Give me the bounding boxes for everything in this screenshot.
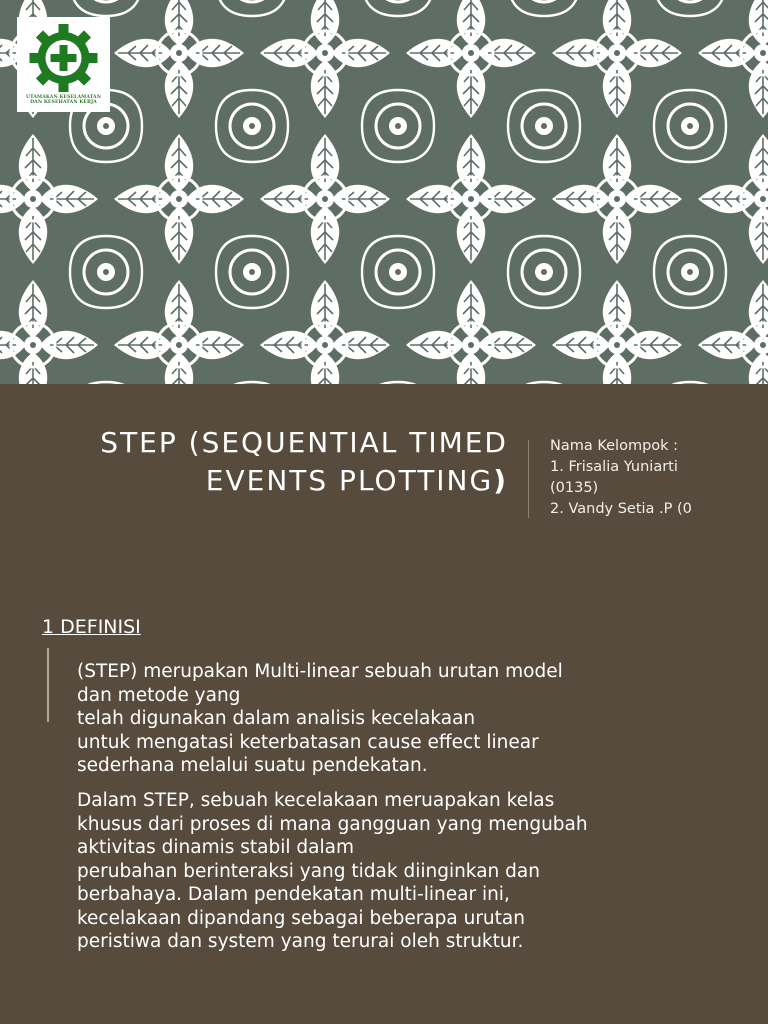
member-line-2: (0135) [550,480,599,496]
definition-paragraph-1 [77,660,717,778]
batik-pattern-graphic [0,0,768,384]
title-line2-paren: ) [493,464,508,497]
paragraph-line: telah digunakan dalam analisis kecelakaan [77,708,476,729]
paragraph-line: berbahaya. Dalam pendekatan multi-linear ini, [77,884,510,905]
k3-gear-cross-icon [27,22,100,94]
group-members [550,436,760,520]
member-line-1: 1. Frisalia Yuniarti [550,459,678,475]
paragraph-line: untuk mengatasi keterbatasan cause effect linear [77,731,539,753]
k3-logo [17,17,110,112]
paragraph-line: dan metode yang [77,684,241,706]
logo-caption-line1: UTAMAKAN KESELAMATAN [26,95,101,100]
title-line2-text: EVENTS PLOTTING [205,464,494,497]
members-heading: Nama Kelompok : [550,438,679,454]
paragraph-line: aktivitas dinamis stabil dalam [77,837,354,858]
paragraph-line: khusus dari proses di mana gangguan yang mengubah [77,813,588,835]
paragraph-line: kecelakaan dipandang sebagai beberapa urutan [77,907,525,929]
paragraph-line: sederhana melalui suatu pendekatan. [77,755,428,776]
logo-caption-line2: DAN KESEHATAN KERJA [30,100,97,106]
title-line1: STEP (SEQUENTIAL TIMED [100,426,508,459]
paragraph-line: perubahan berinteraksi yang tidak diinginkan dan [77,860,540,882]
definition-paragraph-2 [77,789,717,954]
batik-header-pattern [0,0,768,384]
section-heading: 1 DEFINISI [42,616,141,638]
paragraph-line: peristiwa dan system yang terurai oleh struktur. [77,931,524,952]
title-line2 [30,462,508,500]
slide-title [30,424,508,500]
paragraph-line: (STEP) merupakan Multi-linear sebuah urutan model [77,661,563,682]
title-divider [528,440,529,518]
quote-bar [47,648,49,722]
paragraph-line: Dalam STEP, sebuah kecelakaan meruapakan kelas [77,790,555,811]
logo-caption [19,95,108,106]
member-line-3: 2. Vandy Setia .P (0 [550,501,692,517]
